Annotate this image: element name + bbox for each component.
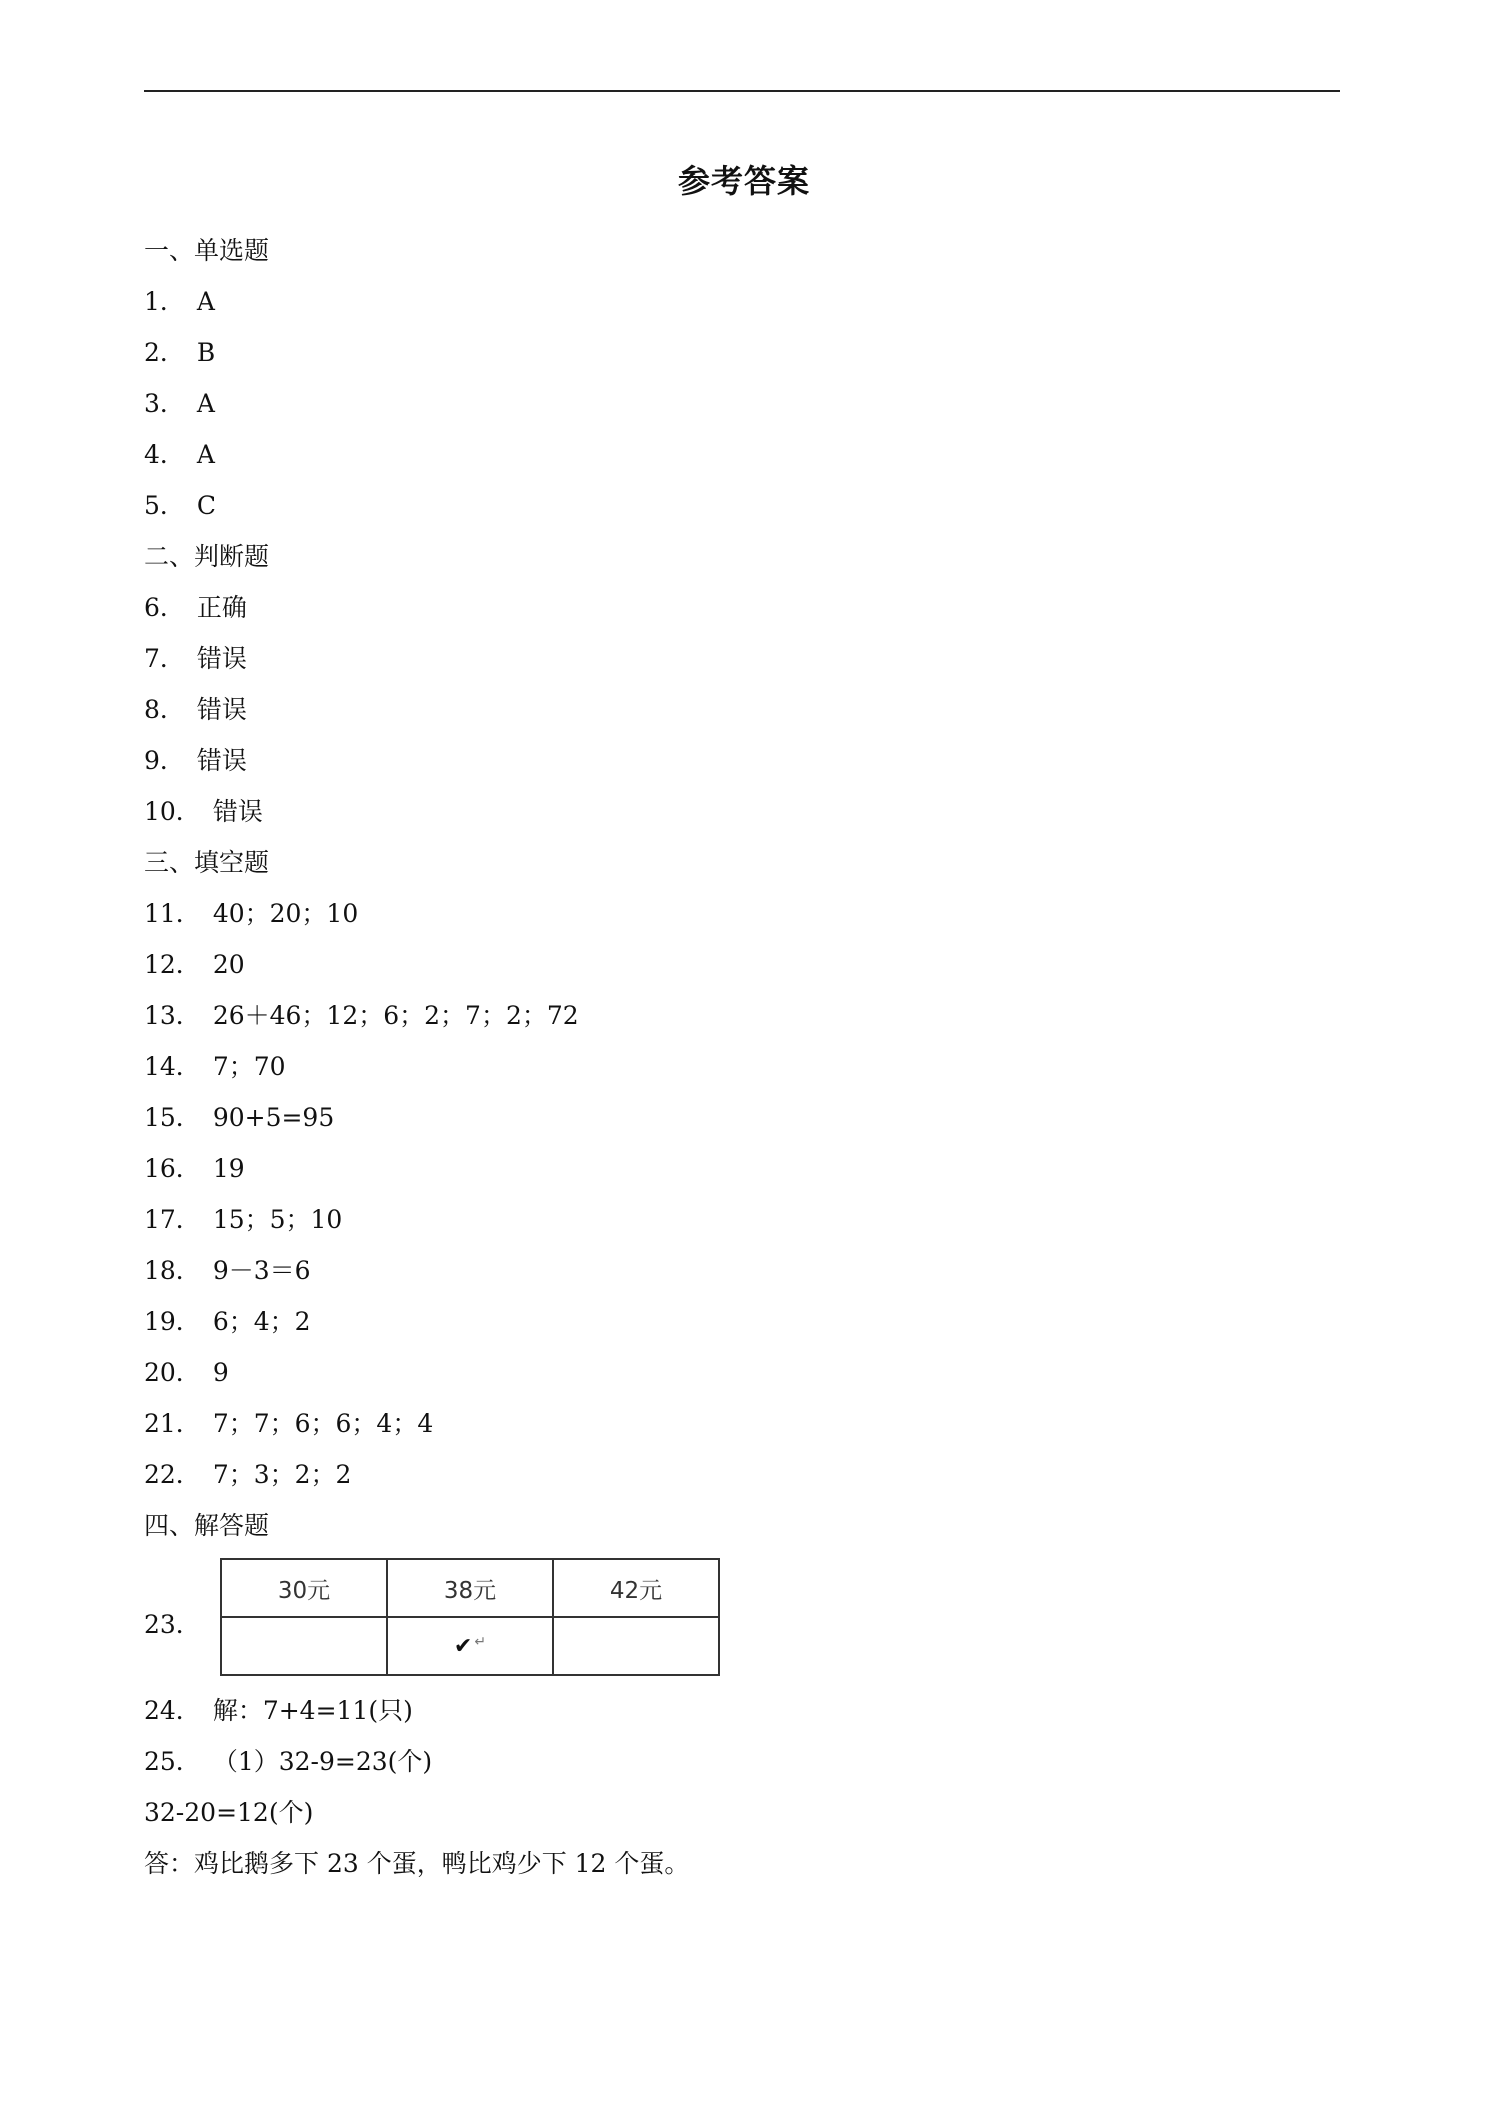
- answer-line: [144, 283, 1340, 334]
- answer-text: 9－3＝6: [212, 1256, 311, 1285]
- checkmark-icon: ✔: [453, 1633, 473, 1659]
- section-heading: 一、单选题: [144, 236, 270, 265]
- section-heading: 四、解答题: [144, 1511, 270, 1540]
- question-number: 15．: [144, 1103, 201, 1132]
- question-number: 17．: [144, 1205, 201, 1234]
- answer-text: 7；7；6；6；4；4: [212, 1409, 434, 1438]
- question-number: 1．: [144, 287, 185, 316]
- answer-text: 90+5=95: [212, 1103, 335, 1132]
- answer-text: 9: [212, 1358, 229, 1387]
- answer-line: [144, 793, 1340, 844]
- answer-text: 15；5；10: [212, 1205, 343, 1234]
- mark-cell: [221, 1617, 387, 1675]
- question-number: 7．: [144, 644, 185, 673]
- question-number: 25．: [144, 1747, 201, 1776]
- answer-line: [144, 1048, 1340, 1099]
- answer-line: [144, 895, 1340, 946]
- return-symbol-icon: ↵: [474, 1633, 487, 1650]
- answer-line: [144, 1405, 1340, 1456]
- page-title: 参考答案: [677, 162, 810, 200]
- answer-line: [144, 1252, 1340, 1303]
- question-number: 24．: [144, 1696, 201, 1725]
- question-number: 20．: [144, 1358, 201, 1387]
- section-heading: 三、填空题: [144, 848, 270, 877]
- answer-text: 错误: [196, 644, 247, 673]
- price-cell: 30元: [221, 1559, 387, 1617]
- answer-text: 7；70: [212, 1052, 286, 1081]
- question-number: 14．: [144, 1052, 201, 1081]
- answer-text: 解：7+4=11(只): [212, 1696, 413, 1725]
- answer-text: A: [196, 389, 215, 418]
- section-heading: 二、判断题: [144, 542, 270, 571]
- question-number: 2．: [144, 338, 185, 367]
- question-number: 3．: [144, 389, 185, 418]
- answer-line: [144, 1456, 1340, 1507]
- question-number: 18．: [144, 1256, 201, 1285]
- answer-line: [144, 1150, 1340, 1201]
- price-cell: 38元: [387, 1559, 553, 1617]
- answer-line: [144, 946, 1340, 997]
- question-number: 6．: [144, 593, 185, 622]
- answer-text: C: [196, 491, 217, 520]
- question-number: 12．: [144, 950, 201, 979]
- answer-text: （1）32-9=23(个): [212, 1747, 433, 1776]
- answer-text: 6；4；2: [212, 1307, 311, 1336]
- question-number: 16．: [144, 1154, 201, 1183]
- answer-line: [144, 997, 1340, 1048]
- mark-cell: [553, 1617, 719, 1675]
- answer-text: 错误: [212, 797, 263, 826]
- answer-line: [144, 1201, 1340, 1252]
- answer-text: 40；20；10: [212, 899, 359, 928]
- question-number: 5．: [144, 491, 185, 520]
- answer-line: [144, 1354, 1340, 1405]
- answer-content: [144, 232, 1340, 1896]
- answer-line: [144, 1303, 1340, 1354]
- question-number: 21．: [144, 1409, 201, 1438]
- question-number: 23．: [144, 1610, 201, 1639]
- answer-line: [144, 334, 1340, 385]
- question-number: 4．: [144, 440, 185, 469]
- answer-text: 正确: [196, 593, 247, 622]
- answer-text: B: [196, 338, 216, 367]
- answer-text: 19: [212, 1154, 245, 1183]
- question-number: 9．: [144, 746, 185, 775]
- answer-text: 7；3；2；2: [212, 1460, 352, 1489]
- answer-line: 32-20=12(个): [144, 1798, 314, 1827]
- answer-line: [144, 691, 1340, 742]
- answer-text: 错误: [196, 746, 247, 775]
- answer-line: [144, 1692, 1340, 1743]
- answer-line: [144, 487, 1340, 538]
- question-number: 10．: [144, 797, 201, 826]
- answer-line: [144, 742, 1340, 793]
- price-mark-row: [221, 1617, 719, 1675]
- answer-line: [144, 385, 1340, 436]
- answer-line: [144, 1743, 1340, 1794]
- question-number: 22．: [144, 1460, 201, 1489]
- answer-line: [144, 640, 1340, 691]
- price-table: [220, 1558, 720, 1676]
- question-number: 8．: [144, 695, 185, 724]
- answer-line: [144, 436, 1340, 487]
- question-23: [144, 1558, 1340, 1689]
- price-header-row: [221, 1559, 719, 1617]
- header-rule: [144, 90, 1340, 92]
- price-cell: 42元: [553, 1559, 719, 1617]
- answer-line: 答：鸡比鹅多下 23 个蛋，鸭比鸡少下 12 个蛋。: [144, 1849, 690, 1878]
- question-number: 19．: [144, 1307, 201, 1336]
- answer-line: [144, 1099, 1340, 1150]
- answer-text: 20: [212, 950, 245, 979]
- question-number: 13．: [144, 1001, 201, 1030]
- mark-cell: [387, 1617, 553, 1675]
- answer-text: 26＋46；12；6；2；7；2；72: [212, 1001, 579, 1030]
- answer-text: A: [196, 287, 215, 316]
- answer-text: A: [196, 440, 215, 469]
- answer-line: [144, 589, 1340, 640]
- answer-text: 错误: [196, 695, 247, 724]
- question-number: 11．: [144, 899, 201, 928]
